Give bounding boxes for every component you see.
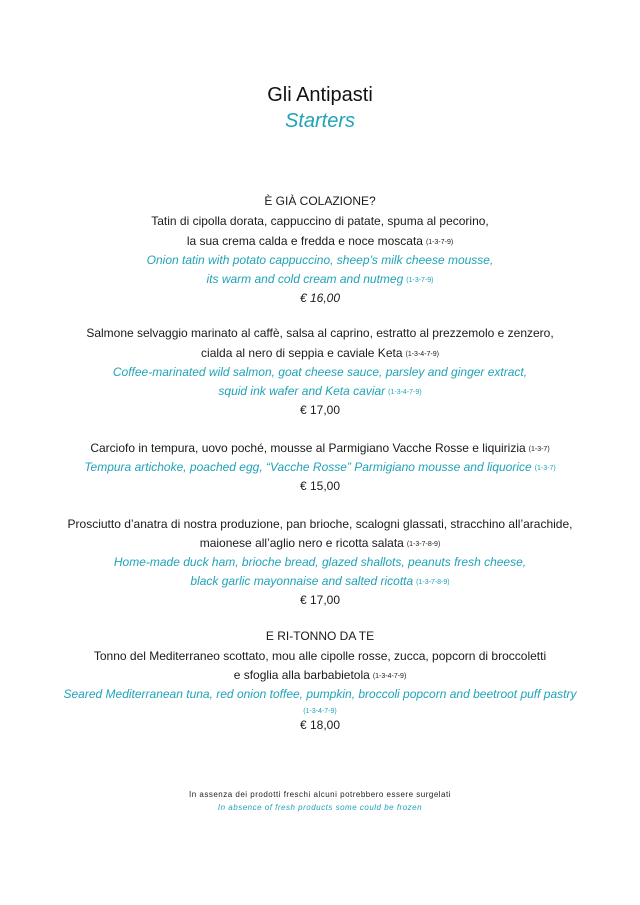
dish-4-price: € 17,00 <box>299 593 341 607</box>
dish-2-it-allergens: (1-3-4-7-9) <box>405 351 439 358</box>
dish-5-price: € 18,00 <box>299 718 341 732</box>
dish-5-it-allergens: (1-3-4-7-9) <box>372 673 407 680</box>
footer-note-it: In assenza dei prodotti freschi alcuni potrebbero essere surgelati <box>188 790 452 799</box>
dish-3-price: € 15,00 <box>299 479 341 493</box>
dish-1-it-line-1: Tatin di cipolla dorata, cappuccino di patate, spuma al pecorino, <box>151 214 489 228</box>
dish-1-name: È GIÀ COLAZIONE? <box>264 194 376 208</box>
dish-2-price: € 17,00 <box>299 403 341 417</box>
dish-2-it-line-2: cialda al nero di seppia e caviale Keta (1-3-4-7-9) <box>201 346 439 360</box>
page-title: Gli Antipasti <box>267 84 373 106</box>
dish-2-en-line-1: Coffee-marinated wild salmon, goat cheese sauce, parsley and ginger extract, <box>112 365 528 379</box>
dish-5-en-allergens: (1-3-4-7-9) <box>303 708 337 715</box>
dish-5-en-line-1: Seared Mediterranean tuna, red onion toffee, pumpkin, broccoli popcorn and beetroot puff pastry <box>63 687 577 701</box>
dish-4-en-allergens: (1-3-7-8-9) <box>416 579 450 586</box>
dish-1-en-line-2: its warm and cold cream and nutmeg (1-3-7-9) <box>206 272 434 286</box>
dish-1-it-allergens: (1-3-7-9) <box>425 239 454 246</box>
page-subtitle: Starters <box>284 110 356 132</box>
dish-5-it-line-2: e sfoglia alla barbabietola (1-3-4-7-9) <box>233 668 407 682</box>
dish-4-it-allergens: (1-3-7-8-9) <box>406 541 441 548</box>
dish-3-en-allergens: (1-3-7) <box>534 465 556 472</box>
dish-5-it-line-1: Tonno del Mediterraneo scottato, mou alle cipolle rosse, zucca, popcorn di broccoletti <box>93 649 547 663</box>
dish-1-en-line-1: Onion tatin with potato cappuccino, sheep’s milk cheese mousse, <box>146 253 494 267</box>
dish-4-en-line-1: Home-made duck ham, brioche bread, glazed shallots, peanuts fresh cheese, <box>113 555 527 569</box>
dish-1-it-line-2: la sua crema calda e fredda e noce moscata (1-3-7-9) <box>186 234 454 248</box>
dish-2-en-line-2: squid ink wafer and Keta caviar (1-3-4-7-9) <box>218 384 422 398</box>
dish-2-it-line-1: Salmone selvaggio marinato al caffè, salsa al caprino, estratto al prezzemolo e zenzero, <box>86 326 554 340</box>
dish-4-en-line-2: black garlic mayonnaise and salted ricotta (1-3-7-8-9) <box>190 574 450 588</box>
dish-1-en-allergens: (1-3-7-9) <box>406 277 434 284</box>
footer-note-en: In absence of fresh products some could be frozen <box>217 803 423 812</box>
dish-2-en-allergens: (1-3-4-7-9) <box>388 389 422 396</box>
dish-3-it-line-1: Carciofo in tempura, uovo poché, mousse al Parmigiano Vacche Rosse e liquirizia (1-3-7) <box>90 441 550 455</box>
dish-3-it-allergens: (1-3-7) <box>528 446 550 453</box>
dish-5-name: E RI-TONNO DA TE <box>265 629 375 643</box>
dish-4-it-line-2: maionese all’aglio nero e ricotta salata (1-3-7-8-9) <box>199 536 441 550</box>
dish-3-en-line-1: Tempura artichoke, poached egg, “Vacche Rosse” Parmigiano mousse and liquorice (1-3-7) <box>84 460 556 474</box>
dish-4-it-line-1: Prosciutto d’anatra di nostra produzione, pan brioche, scalogni glassati, stracchino all’arachide, <box>67 517 573 531</box>
dish-1-price: € 16,00 <box>299 291 341 305</box>
